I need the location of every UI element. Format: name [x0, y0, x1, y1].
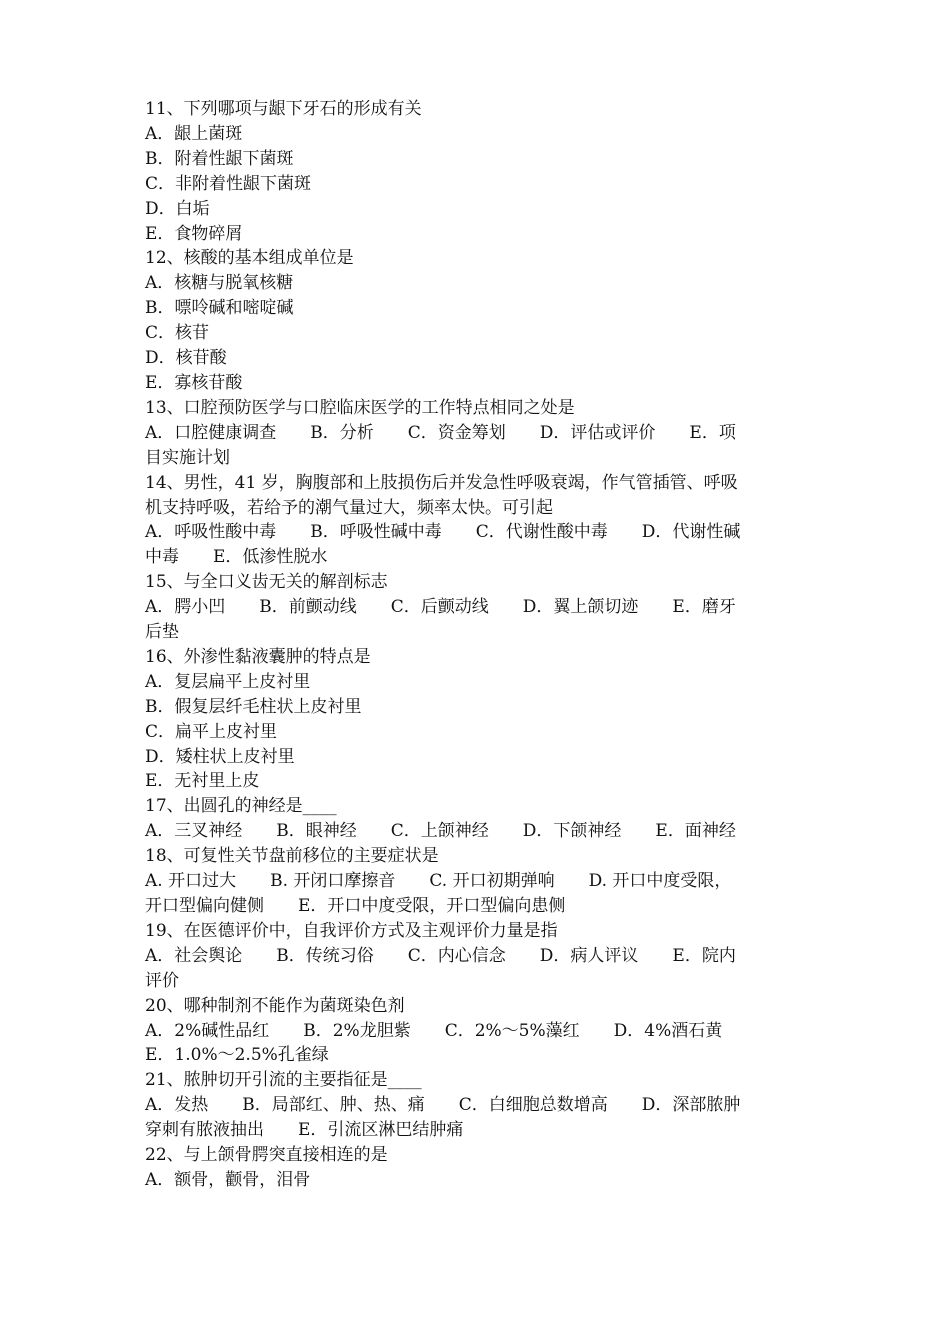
question-12-option-d: D．核苷酸 — [145, 348, 227, 369]
question-11-option-b: B．附着性龈下菌斑 — [145, 148, 294, 169]
question-14-options-cont: 中毒 E．低渗性脱水 — [145, 547, 328, 568]
question-15-options: A．腭小凹 B．前颤动线 C．后颤动线 D．翼上颌切迹 E．磨牙 — [145, 597, 736, 618]
question-20-options: A．2%碱性品红 B．2%龙胆紫 C．2%～5%藻红 D．4%酒石黄 — [145, 1020, 723, 1041]
question-19-stem: 19、在医德评价中，自我评价方式及主观评价力量是指 — [145, 920, 558, 941]
question-14-options: A．呼吸性酸中毒 B．呼吸性碱中毒 C．代谢性酸中毒 D．代谢性碱 — [145, 522, 741, 543]
question-22-stem: 22、与上颌骨腭突直接相连的是 — [145, 1145, 388, 1166]
question-19-options-cont: 评价 — [145, 970, 179, 991]
question-12-option-b: B．嘌呤碱和嘧啶碱 — [145, 298, 294, 319]
question-20-stem: 20、哪种制剂不能作为菌斑染色剂 — [145, 995, 405, 1016]
question-22-option-a: A．额骨，颧骨，泪骨 — [145, 1169, 311, 1190]
question-17-stem: 17、出圆孔的神经是____ — [145, 796, 337, 817]
question-17-options: A．三叉神经 B．眼神经 C．上颌神经 D．下颌神经 E．面神经 — [145, 821, 736, 842]
question-11-option-a: A．龈上菌斑 — [145, 123, 243, 144]
document-page — [145, 97, 810, 1193]
question-18-stem: 18、可复性关节盘前移位的主要症状是 — [145, 846, 439, 867]
question-16-option-d: D．矮柱状上皮衬里 — [145, 746, 295, 767]
question-15-options-cont: 后垫 — [145, 622, 179, 643]
question-14-stem-cont: 机支持呼吸，若给予的潮气量过大，频率太快。可引起 — [145, 497, 553, 518]
question-12-option-a: A．核糖与脱氧核糖 — [145, 273, 294, 294]
question-16-stem: 16、外渗性黏液囊肿的特点是 — [145, 646, 371, 667]
question-16-option-a: A．复层扁平上皮衬里 — [145, 671, 311, 692]
question-21-options-cont: 穿刺有脓液抽出 E．引流区淋巴结肿痛 — [145, 1120, 464, 1141]
question-18-options: A. 开口过大 B. 开闭口摩擦音 C. 开口初期弹响 D. 开口中度受限， — [145, 871, 732, 892]
question-12-option-c: C．核苷 — [145, 323, 210, 344]
question-14-stem: 14、男性，41 岁，胸腹部和上肢损伤后并发急性呼吸衰竭，作气管插管、呼吸 — [145, 472, 738, 493]
question-11-option-e: E．食物碎屑 — [145, 223, 243, 244]
question-16-option-c: C．扁平上皮衬里 — [145, 721, 278, 742]
question-21-stem: 21、脓肿切开引流的主要指征是____ — [145, 1070, 422, 1091]
question-16-option-e: E．无衬里上皮 — [145, 771, 260, 792]
question-13-options-cont: 目实施计划 — [145, 447, 230, 468]
question-15-stem: 15、与全口义齿无关的解剖标志 — [145, 572, 388, 593]
question-11-option-d: D．白垢 — [145, 198, 210, 219]
question-12-stem: 12、核酸的基本组成单位是 — [145, 248, 354, 269]
question-12-option-e: E．寡核苷酸 — [145, 372, 243, 393]
question-21-options: A．发热 B．局部红、肿、热、痛 C．白细胞总数增高 D．深部脓肿 — [145, 1095, 741, 1116]
question-11-stem: 11、下列哪项与龈下牙石的形成有关 — [145, 99, 422, 119]
question-20-options-cont: E．1.0%～2.5%孔雀绿 — [145, 1045, 329, 1066]
question-13-options: A．口腔健康调查 B．分析 C．资金筹划 D．评估或评价 E．项 — [145, 422, 736, 443]
question-16-option-b: B．假复层纤毛柱状上皮衬里 — [145, 696, 362, 717]
question-13-stem: 13、口腔预防医学与口腔临床医学的工作特点相同之处是 — [145, 397, 575, 418]
question-11-option-c: C．非附着性龈下菌斑 — [145, 173, 312, 194]
question-18-options-cont: 开口型偏向健侧 E．开口中度受限，开口型偏向患侧 — [145, 896, 566, 916]
question-19-options: A．社会舆论 B．传统习俗 C．内心信念 D．病人评议 E．院内 — [145, 945, 736, 966]
